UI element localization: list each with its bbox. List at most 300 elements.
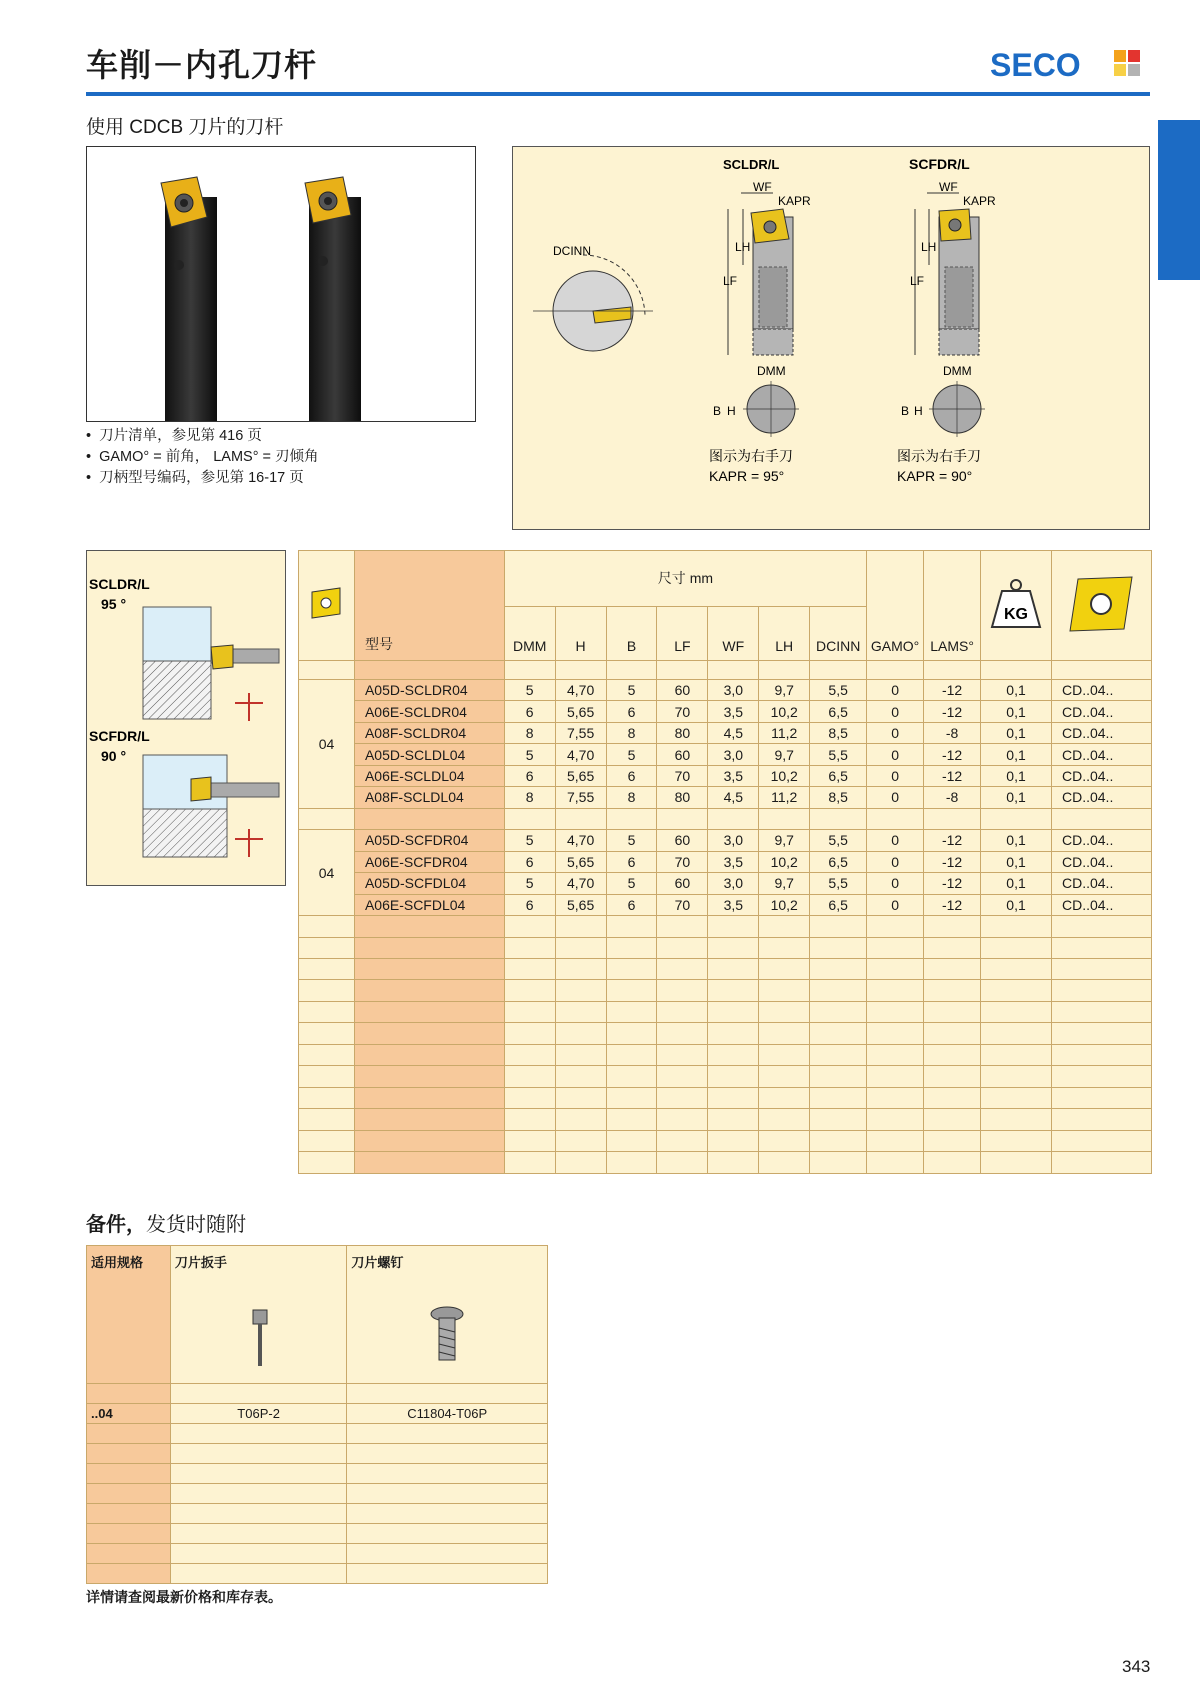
table-row: [299, 851, 1152, 872]
empty-cell: [299, 1023, 355, 1044]
note-item: • GAMO° = 前角， LAMS° = 刃倾角: [86, 447, 319, 468]
empty-cell: [555, 916, 606, 937]
svg-text:KAPR: KAPR: [778, 194, 811, 208]
value-cell: 4,70: [555, 679, 606, 700]
empty-cell: [867, 1001, 924, 1022]
value-cell: 6: [504, 851, 555, 872]
empty-cell: [299, 1001, 355, 1022]
dimension-header: 尺寸 mm: [504, 551, 866, 607]
acc-value-cell: ..04: [87, 1404, 171, 1424]
tool-holder-table-wrap: [298, 550, 1152, 1174]
model-header: 型号: [354, 551, 504, 661]
table-row: [299, 787, 1152, 808]
empty-cell: [504, 1023, 555, 1044]
table-row: [299, 1066, 1152, 1087]
empty-cell: [87, 1424, 171, 1444]
table-row: [299, 744, 1152, 765]
value-cell: 6: [504, 765, 555, 786]
empty-cell: [657, 1087, 708, 1108]
empty-cell: [657, 916, 708, 937]
empty-cell: [924, 1152, 981, 1174]
value-cell: 6,5: [810, 894, 867, 915]
value-cell: 9,7: [759, 830, 810, 851]
empty-cell: [657, 1044, 708, 1065]
value-cell: -8: [924, 722, 981, 743]
empty-cell: [555, 1066, 606, 1087]
empty-cell: [504, 916, 555, 937]
product-photo: [86, 146, 476, 422]
svg-text:LH: LH: [921, 240, 937, 254]
empty-cell: [810, 1044, 867, 1065]
table-row: [87, 1384, 548, 1404]
empty-cell: [606, 1044, 657, 1065]
empty-cell: [606, 958, 657, 979]
svg-text:SCFDR/L: SCFDR/L: [89, 728, 150, 744]
weight-icon-cell: [981, 551, 1052, 661]
empty-cell: [1051, 1044, 1151, 1065]
value-cell: 5,5: [810, 873, 867, 894]
value-cell: 4,5: [708, 722, 759, 743]
value-cell: 0: [867, 679, 924, 700]
value-cell: 5,65: [555, 765, 606, 786]
empty-cell: [759, 1130, 810, 1151]
table-row: [299, 765, 1152, 786]
value-cell: 60: [657, 744, 708, 765]
value-cell: 4,70: [555, 873, 606, 894]
empty-cell: [87, 1444, 171, 1464]
value-cell: 70: [657, 851, 708, 872]
empty-cell: [170, 1384, 347, 1404]
left-caption-2: KAPR = 95°: [709, 468, 785, 484]
empty-cell: [606, 1066, 657, 1087]
empty-cell: [347, 1384, 548, 1404]
value-cell: 10,2: [759, 851, 810, 872]
empty-cell: [924, 1087, 981, 1108]
empty-cell: [708, 937, 759, 958]
empty-cell: [924, 660, 981, 679]
value-cell: CD..04..: [1051, 701, 1151, 722]
value-cell: 0,1: [981, 679, 1052, 700]
value-cell: 0,1: [981, 787, 1052, 808]
value-cell: 5: [606, 744, 657, 765]
table-row: [299, 894, 1152, 915]
empty-cell: [981, 916, 1052, 937]
empty-cell: [867, 808, 924, 829]
empty-cell: [810, 1130, 867, 1151]
svg-text:SECO: SECO: [990, 47, 1081, 82]
empty-cell: [87, 1504, 171, 1524]
table-row: [299, 830, 1152, 851]
value-cell: 70: [657, 894, 708, 915]
empty-cell: [354, 1130, 504, 1151]
svg-text:KAPR: KAPR: [963, 194, 996, 208]
scfdr-side-view: [910, 180, 996, 355]
empty-cell: [504, 980, 555, 1001]
empty-cell: [504, 958, 555, 979]
empty-cell: [657, 937, 708, 958]
empty-cell: [347, 1444, 548, 1464]
empty-cell: [759, 1066, 810, 1087]
svg-text:KG: KG: [1004, 605, 1029, 623]
empty-cell: [924, 1130, 981, 1151]
model-cell: A05D-SCFDL04: [354, 873, 504, 894]
value-cell: 6: [606, 701, 657, 722]
empty-cell: [606, 916, 657, 937]
model-cell: A05D-SCLDL04: [354, 744, 504, 765]
svg-text:DCINN: DCINN: [553, 244, 591, 258]
value-cell: -12: [924, 830, 981, 851]
empty-cell: [981, 1023, 1052, 1044]
empty-cell: [708, 1130, 759, 1151]
empty-cell: [354, 916, 504, 937]
empty-cell: [759, 1109, 810, 1130]
empty-cell: [347, 1524, 548, 1544]
empty-cell: [555, 958, 606, 979]
value-cell: 80: [657, 787, 708, 808]
value-cell: 8: [606, 722, 657, 743]
value-cell: 70: [657, 701, 708, 722]
empty-cell: [87, 1544, 171, 1564]
empty-cell: [924, 1023, 981, 1044]
empty-cell: [759, 980, 810, 1001]
empty-cell: [981, 980, 1052, 1001]
svg-text:H: H: [914, 404, 923, 418]
empty-cell: [924, 916, 981, 937]
empty-cell: [299, 1130, 355, 1151]
value-cell: 0: [867, 787, 924, 808]
value-cell: 3,0: [708, 679, 759, 700]
empty-cell: [981, 1109, 1052, 1130]
scldr-end-view: [713, 364, 799, 437]
accessories-heading: [86, 1208, 246, 1237]
col-header-wf: WF: [708, 606, 759, 660]
empty-cell: [1051, 808, 1151, 829]
value-cell: 5: [504, 873, 555, 894]
table-row: [299, 701, 1152, 722]
side-tab: [1158, 120, 1200, 280]
svg-text:SCLDR/L: SCLDR/L: [89, 576, 150, 592]
empty-cell: [354, 958, 504, 979]
empty-cell: [759, 958, 810, 979]
empty-cell: [504, 1130, 555, 1151]
empty-cell: [606, 1109, 657, 1130]
empty-cell: [759, 1044, 810, 1065]
empty-cell: [170, 1504, 347, 1524]
boring-bar-left: [161, 177, 217, 421]
model-cell: A08F-SCLDL04: [354, 787, 504, 808]
empty-cell: [708, 808, 759, 829]
table-row: [299, 1087, 1152, 1108]
scldr-workpiece-sketch: [143, 607, 279, 721]
empty-cell: [708, 1001, 759, 1022]
empty-cell: [299, 1087, 355, 1108]
value-cell: 5,65: [555, 851, 606, 872]
empty-cell: [170, 1564, 347, 1584]
empty-cell: [810, 1023, 867, 1044]
accessories-table: [86, 1245, 548, 1584]
empty-cell: [354, 1109, 504, 1130]
empty-cell: [867, 958, 924, 979]
value-cell: -12: [924, 894, 981, 915]
empty-cell: [708, 916, 759, 937]
empty-cell: [759, 660, 810, 679]
title-rule: [86, 92, 1150, 96]
value-cell: 7,55: [555, 722, 606, 743]
empty-cell: [867, 660, 924, 679]
empty-cell: [354, 1152, 504, 1174]
table-row: [87, 1444, 548, 1464]
value-cell: 9,7: [759, 744, 810, 765]
empty-cell: [606, 1001, 657, 1022]
wrench-icon: [245, 1308, 275, 1368]
table-row: [299, 1001, 1152, 1022]
value-cell: 3,5: [708, 851, 759, 872]
table-row: [299, 660, 1152, 679]
empty-cell: [867, 916, 924, 937]
value-cell: 3,0: [708, 830, 759, 851]
boring-bar-right: [305, 177, 361, 421]
empty-cell: [708, 1044, 759, 1065]
value-cell: 4,70: [555, 830, 606, 851]
empty-cell: [555, 1152, 606, 1174]
value-cell: 5: [504, 679, 555, 700]
empty-cell: [981, 1066, 1052, 1087]
empty-cell: [347, 1564, 548, 1584]
empty-cell: [924, 1109, 981, 1130]
svg-text:B: B: [901, 404, 910, 418]
empty-cell: [299, 1152, 355, 1174]
empty-cell: [170, 1484, 347, 1504]
value-cell: CD..04..: [1051, 787, 1151, 808]
value-cell: 6,5: [810, 851, 867, 872]
table-row: [87, 1544, 548, 1564]
value-cell: 9,7: [759, 679, 810, 700]
table-row: [87, 1564, 548, 1584]
empty-cell: [1051, 958, 1151, 979]
table-row: [299, 1044, 1152, 1065]
note-item: • 刀片清单，参见第 416 页: [86, 426, 319, 447]
col-header-lams: LAMS°: [924, 551, 981, 661]
empty-cell: [347, 1424, 548, 1444]
empty-cell: [810, 1066, 867, 1087]
value-cell: -8: [924, 787, 981, 808]
value-cell: 0: [867, 830, 924, 851]
empty-cell: [299, 980, 355, 1001]
empty-cell: [170, 1464, 347, 1484]
empty-cell: [759, 1023, 810, 1044]
right-caption-2: KAPR = 90°: [897, 468, 973, 484]
table-row: [299, 937, 1152, 958]
empty-cell: [87, 1384, 171, 1404]
value-cell: 60: [657, 873, 708, 894]
empty-cell: [504, 1109, 555, 1130]
value-cell: 0: [867, 894, 924, 915]
diagram-right-title: SCFDR/L: [909, 156, 970, 172]
screw-icon: [427, 1306, 467, 1366]
svg-text:95 °: 95 °: [101, 596, 127, 612]
empty-cell: [708, 1023, 759, 1044]
empty-cell: [504, 808, 555, 829]
empty-cell: [1051, 660, 1151, 679]
empty-cell: [867, 1152, 924, 1174]
empty-cell: [606, 660, 657, 679]
model-cell: A06E-SCLDL04: [354, 765, 504, 786]
value-cell: 5,5: [810, 830, 867, 851]
value-cell: 0,1: [981, 765, 1052, 786]
empty-cell: [347, 1504, 548, 1524]
empty-cell: [867, 980, 924, 1001]
value-cell: CD..04..: [1051, 679, 1151, 700]
empty-cell: [867, 1023, 924, 1044]
tool-holder-table: [298, 550, 1152, 1174]
note-item: • 刀柄型号编码，参见第 16-17 页: [86, 468, 319, 489]
empty-cell: [347, 1544, 548, 1564]
value-cell: 6: [504, 701, 555, 722]
value-cell: -12: [924, 765, 981, 786]
value-cell: 0,1: [981, 851, 1052, 872]
empty-cell: [170, 1424, 347, 1444]
svg-text:LF: LF: [723, 274, 738, 288]
value-cell: 6,5: [810, 765, 867, 786]
empty-cell: [759, 916, 810, 937]
empty-cell: [606, 1087, 657, 1108]
orientation-sketch-box: [86, 550, 286, 886]
empty-cell: [1051, 980, 1151, 1001]
value-cell: 5,5: [810, 679, 867, 700]
empty-cell: [87, 1464, 171, 1484]
value-cell: 0: [867, 851, 924, 872]
insert-shape-icon-cell: [299, 551, 355, 661]
acc-col-wrench: 刀片扳手: [170, 1246, 347, 1384]
empty-cell: [981, 1087, 1052, 1108]
empty-cell: [87, 1484, 171, 1504]
model-cell: A06E-SCFDL04: [354, 894, 504, 915]
value-cell: 5: [606, 679, 657, 700]
empty-cell: [555, 1087, 606, 1108]
table-row: [299, 679, 1152, 700]
empty-cell: [555, 1130, 606, 1151]
table-row: [87, 1464, 548, 1484]
col-header-dcinn: DCINN: [810, 606, 867, 660]
value-cell: 0: [867, 722, 924, 743]
empty-cell: [981, 958, 1052, 979]
empty-cell: [657, 660, 708, 679]
section-subtitle: 使用 CDCB 刀片的刀杆: [86, 117, 284, 138]
value-cell: 8: [504, 787, 555, 808]
col-header-gamo: GAMO°: [867, 551, 924, 661]
empty-cell: [299, 916, 355, 937]
value-cell: 5: [606, 873, 657, 894]
weight-kg-icon: [990, 577, 1042, 631]
value-cell: 0,1: [981, 744, 1052, 765]
value-cell: -12: [924, 873, 981, 894]
empty-cell: [504, 1066, 555, 1087]
empty-cell: [1051, 937, 1151, 958]
size-cell: 04: [299, 830, 355, 916]
empty-cell: [606, 1152, 657, 1174]
page-title: 车削－内孔刀杆: [86, 47, 318, 83]
empty-cell: [299, 1044, 355, 1065]
value-cell: 10,2: [759, 894, 810, 915]
right-caption-1: 图示为右手刀: [897, 448, 981, 464]
diagram-left-title: SCLDR/L: [723, 157, 780, 172]
value-cell: 8: [606, 787, 657, 808]
value-cell: 0: [867, 873, 924, 894]
value-cell: 5: [606, 830, 657, 851]
empty-cell: [810, 1087, 867, 1108]
seco-logo: [990, 46, 1150, 82]
table-row: [299, 1023, 1152, 1044]
value-cell: 6: [504, 894, 555, 915]
value-cell: -12: [924, 744, 981, 765]
value-cell: 60: [657, 679, 708, 700]
acc-col-screw: 刀片螺钉: [347, 1246, 548, 1384]
value-cell: 3,5: [708, 701, 759, 722]
empty-cell: [606, 1130, 657, 1151]
empty-cell: [504, 1152, 555, 1174]
table-row: [299, 1130, 1152, 1151]
empty-cell: [708, 980, 759, 1001]
empty-cell: [354, 660, 504, 679]
empty-cell: [87, 1524, 171, 1544]
value-cell: 0,1: [981, 873, 1052, 894]
empty-cell: [708, 1152, 759, 1174]
accessories-heading-rest: 发货时随附: [146, 1214, 246, 1236]
model-cell: A05D-SCFDR04: [354, 830, 504, 851]
value-cell: 5,5: [810, 744, 867, 765]
value-cell: 0,1: [981, 722, 1052, 743]
empty-cell: [981, 660, 1052, 679]
empty-cell: [299, 1066, 355, 1087]
value-cell: 0,1: [981, 894, 1052, 915]
empty-cell: [555, 937, 606, 958]
empty-cell: [981, 808, 1052, 829]
empty-cell: [1051, 1066, 1151, 1087]
empty-cell: [1051, 1130, 1151, 1151]
empty-cell: [867, 1130, 924, 1151]
value-cell: CD..04..: [1051, 894, 1151, 915]
value-cell: 5,65: [555, 894, 606, 915]
value-cell: 11,2: [759, 787, 810, 808]
svg-text:WF: WF: [753, 180, 772, 194]
model-cell: A05D-SCLDR04: [354, 679, 504, 700]
accessories-heading-bold: 备件，: [86, 1214, 146, 1236]
empty-cell: [170, 1444, 347, 1464]
value-cell: 3,5: [708, 894, 759, 915]
value-cell: 0,1: [981, 830, 1052, 851]
value-cell: 0: [867, 701, 924, 722]
empty-cell: [810, 1109, 867, 1130]
acc-value-cell: T06P-2: [170, 1404, 347, 1424]
empty-cell: [354, 1087, 504, 1108]
empty-cell: [867, 937, 924, 958]
empty-cell: [657, 1109, 708, 1130]
table-row: [299, 916, 1152, 937]
empty-cell: [759, 1001, 810, 1022]
empty-cell: [657, 808, 708, 829]
empty-cell: [924, 980, 981, 1001]
empty-cell: [354, 1023, 504, 1044]
value-cell: 6: [606, 765, 657, 786]
svg-text:WF: WF: [939, 180, 958, 194]
empty-cell: [504, 1087, 555, 1108]
accessories-table-body: [87, 1384, 548, 1584]
empty-cell: [354, 1066, 504, 1087]
col-header-dmm: DMM: [504, 606, 555, 660]
empty-cell: [657, 1152, 708, 1174]
empty-cell: [504, 1001, 555, 1022]
acc-col-size: 适用规格: [87, 1246, 171, 1384]
